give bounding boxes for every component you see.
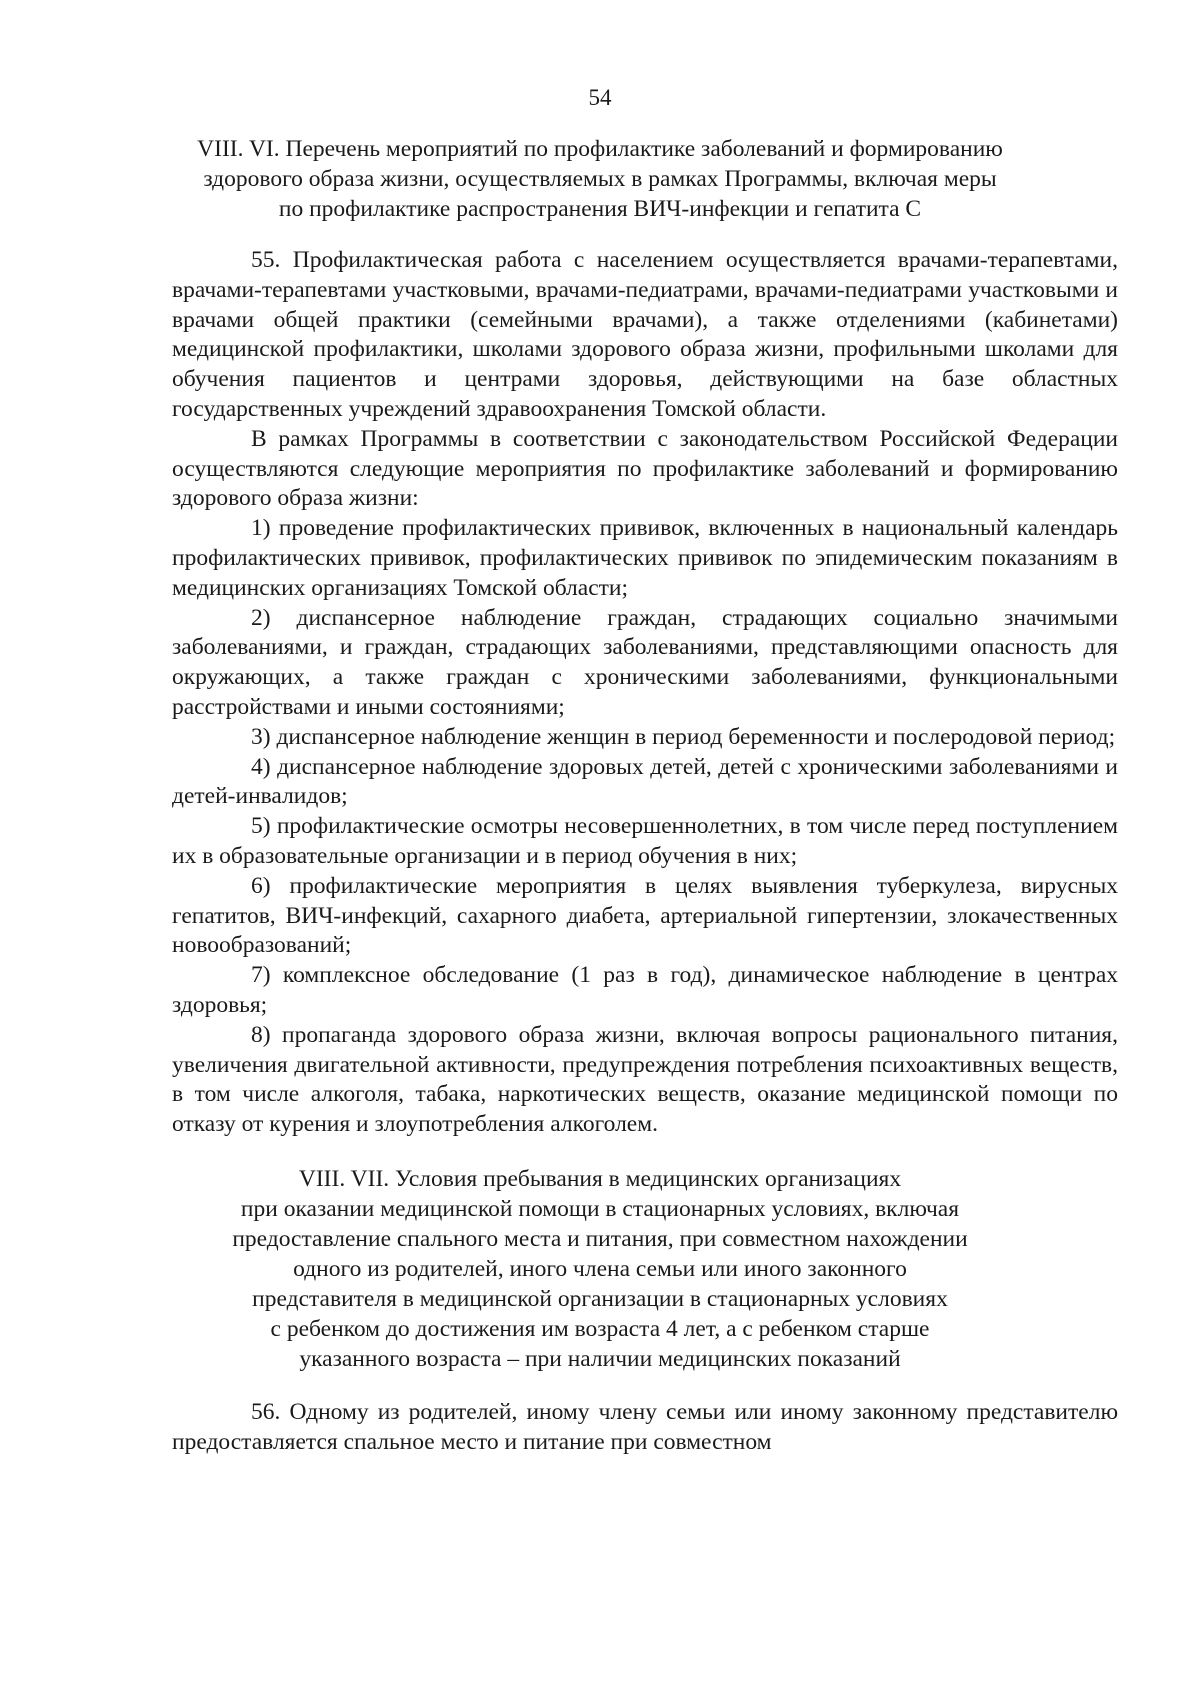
heading-line: при оказании медицинской помощи в стационарных условиях, включая: [240, 1196, 960, 1222]
heading-line: здорового образа жизни, осуществляемых в рамках Программы, включая меры: [203, 166, 997, 192]
heading-line: VIII. VII. Условия пребывания в медицинских организациях: [298, 1166, 902, 1192]
heading-line: одного из родителей, иного члена семьи или иного законного: [293, 1256, 907, 1282]
heading-line: представителя в медицинской организации в стационарных условиях: [252, 1286, 948, 1312]
section-body-vi: [172, 246, 1118, 1140]
list-item-2: 2) диспансерное наблюдение граждан, страдающих социально значимыми заболеваниями, и граждан, страдающих заболеваниями, представляющими опасность для окружающих, а также граждан с хроническими заболеваниями, функциональными расстройствами и иными состояниями;: [172, 604, 1118, 720]
list-item-1: 1) проведение профилактических прививок, включенных в национальный календарь профилактических прививок, профилактических прививок по эпидемическим показаниям в медицинских организациях Томской области;: [172, 515, 1118, 601]
paragraph-56: 56. Одному из родителей, иному члену семьи или иному законному представителю предоставляется спальное место и питание при совместном: [172, 1399, 1118, 1455]
section-body-vii: [172, 1398, 1118, 1458]
list-item-7: 7) комплексное обследование (1 раз в год), динамическое наблюдение в центрах здоровья;: [172, 962, 1118, 1018]
list-item-8: 8) пропаганда здорового образа жизни, включая вопросы рационального питания, увеличения двигательной активности, предупреждения потребления психоактивных веществ, в том числе алкоголя, табака, наркотических веществ, оказание медицинской помощи по отказу от курения и злоупотребления алкоголем.: [172, 1021, 1118, 1138]
list-item-4: 4) диспансерное наблюдение здоровых детей, детей с хроническими заболеваниями и детей-инвалидов;: [172, 753, 1118, 810]
heading-line: указанного возраста – при наличии медицинских показаний: [299, 1346, 901, 1372]
heading-line: по профилактике распространения ВИЧ-инфекции и гепатита С: [278, 196, 922, 222]
heading-line: с ребенком до достижения им возраста 4 лет, а с ребенком старше: [270, 1316, 930, 1342]
list-item-6: 6) профилактические мероприятия в целях выявления туберкулеза, вирусных гепатитов, ВИЧ-инфекций, сахарного диабета, артериальной гипертензии, злокачественных новообразований;: [172, 872, 1118, 959]
section-heading-vi: [140, 134, 1060, 224]
heading-line: предоставление спального места и питания, при совместном нахождении: [232, 1226, 968, 1252]
section-heading-vii: [140, 1164, 1060, 1374]
page-number: 54: [588, 85, 612, 110]
list-item-5: 5) профилактические осмотры несовершеннолетних, в том числе перед поступлением их в образовательные организации и в период обучения в них;: [172, 813, 1118, 869]
paragraph-55: 55. Профилактическая работа с населением осуществляется врачами-терапевтами, врачами-терапевтами участковыми, врачами-педиатрами, врачами-педиатрами участковыми и врачами общей практики (семейными врачами), а также отделениями (кабинетами) медицинской профилактики, школами здорового образа жизни, профильными школами для обучения пациентов и центрами здоровья, действующими на базе областных государственных учреждений здравоохранения Томской области.: [172, 247, 1118, 422]
heading-line: VIII. VI. Перечень мероприятий по профилактике заболеваний и формированию: [197, 136, 1003, 162]
paragraph-intro: В рамках Программы в соответствии с законодательством Российской Федерации осуществляются следующие мероприятия по профилактике заболеваний и формированию здорового образа жизни:: [172, 425, 1118, 512]
list-item-3: 3) диспансерное наблюдение женщин в период беременности и послеродовой период;: [251, 723, 1116, 750]
